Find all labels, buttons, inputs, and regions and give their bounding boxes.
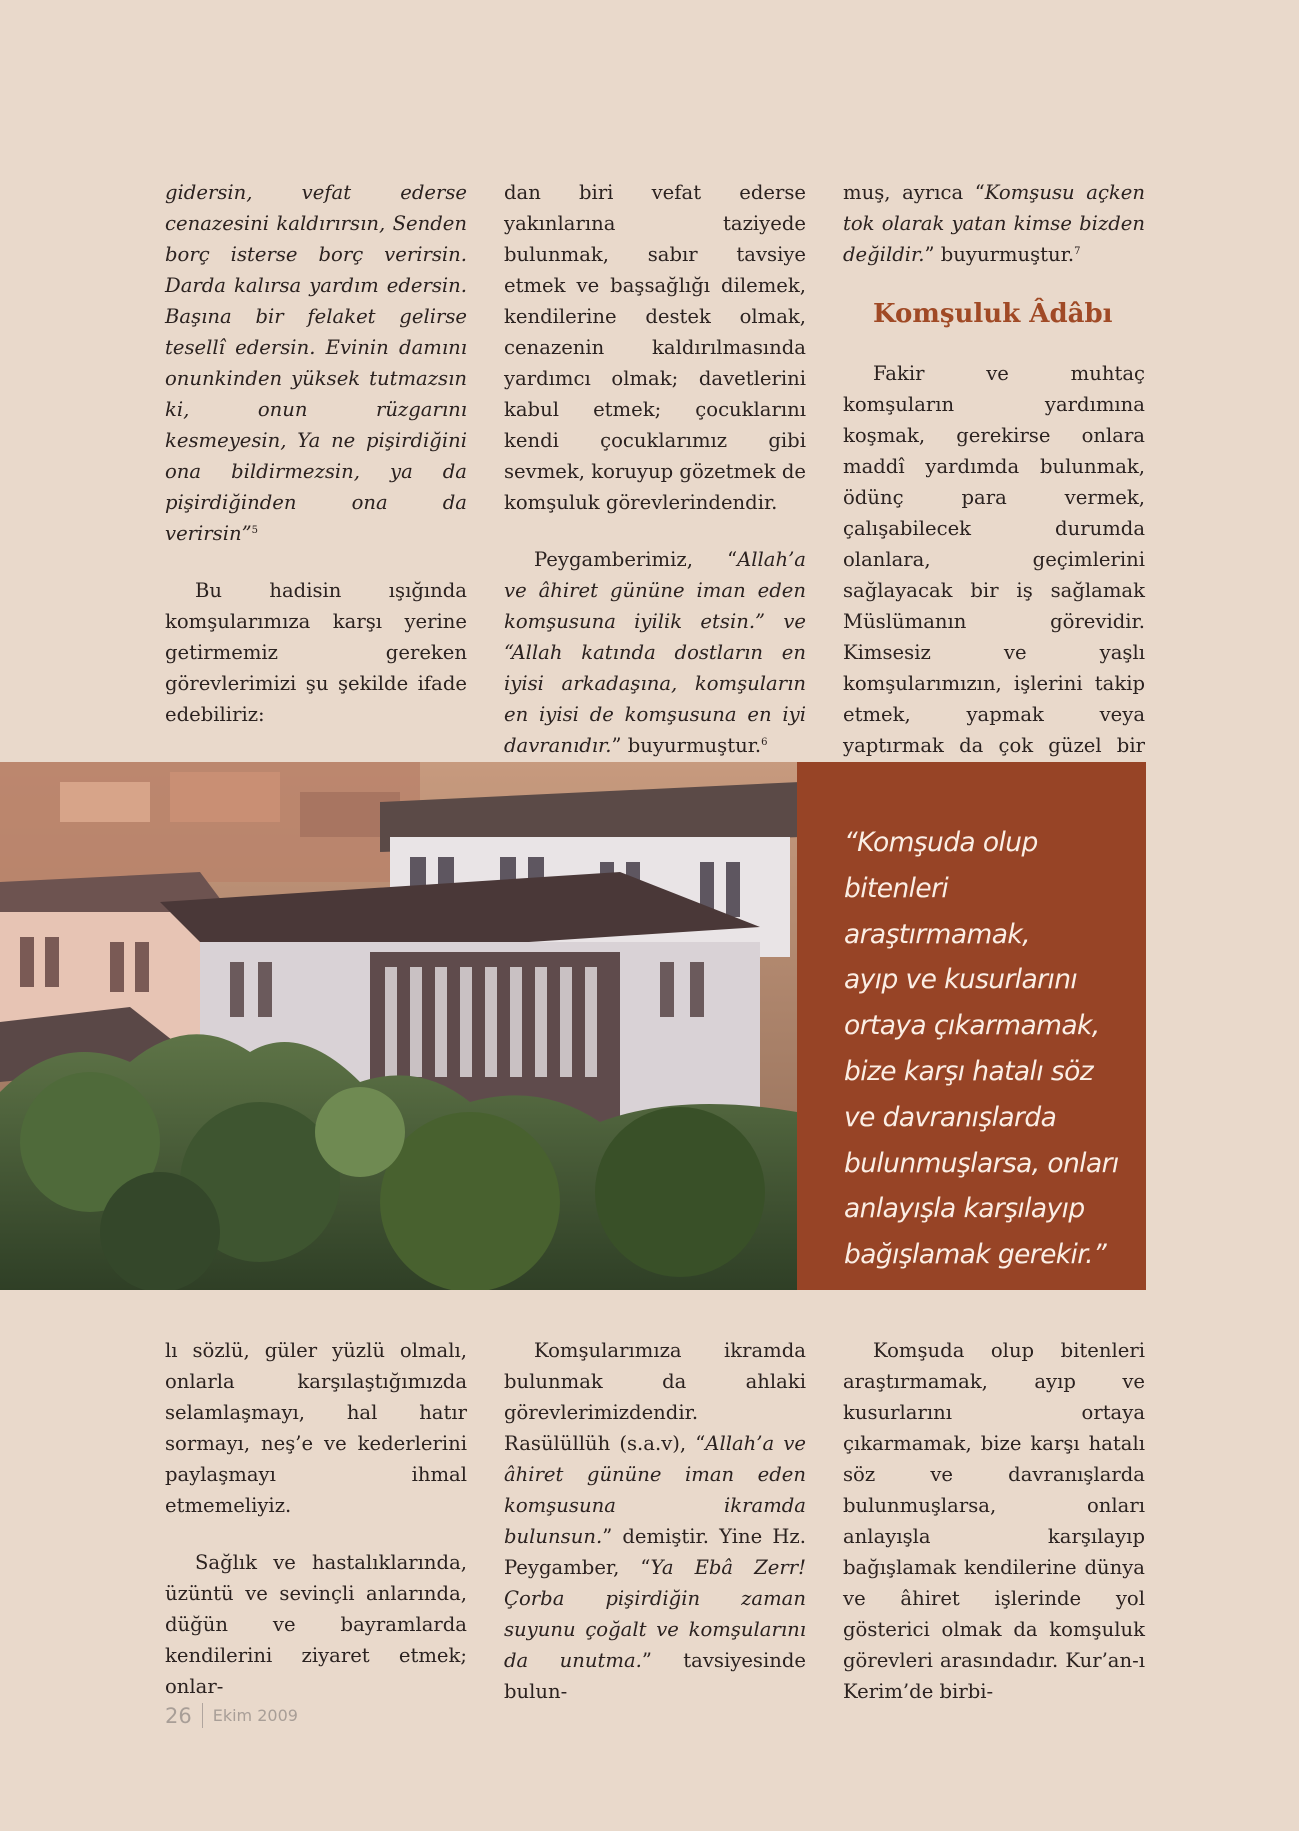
footnote-ref: 7 — [1074, 246, 1081, 257]
page-footer — [165, 1703, 298, 1728]
paragraph: muş, ayrıca “Komşusu açken tok olarak yatan kimse bizden değildir.” buyurmuştur.$^7$ — [843, 181, 1146, 266]
photo-illustration — [0, 762, 797, 1290]
bottom-column-2 — [504, 1335, 806, 1707]
paragraph — [165, 177, 467, 549]
ottoman-houses-photo — [0, 762, 797, 1290]
pull-quote-line: bağışlamak gerekir.” — [844, 1239, 1107, 1271]
pull-quote-box — [797, 762, 1146, 1290]
pull-quote-line: bize karşı hatalı söz — [844, 1055, 1094, 1087]
pull-quote-line: bulunmuşlarsa, onları — [844, 1147, 1119, 1179]
pull-quote-line: ayıp ve kusurlarını — [844, 964, 1078, 996]
bottom-column-1 — [165, 1335, 467, 1702]
top-column-2 — [504, 177, 806, 761]
paragraph: Komşularımıza ikramda bulunmak da ahlaki görevlerimizdendir. Rasülüllüh (s.a.v), “Allah’a ve âhiret gününe iman eden komşusuna ikramda bulunsun.” demiştir. Yine Hz. Peygamber, “Ya Ebâ Zerr! Çorba pişirdiğin zaman suyunu çoğalt ve komşularını da unutma.” tavsiyesinde bulun- — [504, 1339, 806, 1703]
paragraph: Bu hadisin ışığında komşularımıza karşı yerine getirmemiz gereken görevlerimizi şu şekilde ifade edebiliriz: — [165, 579, 467, 726]
bottom-column-3 — [843, 1335, 1145, 1707]
top-column-3 — [843, 177, 1145, 792]
paragraph: Peygamberimiz, “Allah’a ve âhiret gününe iman eden komşusuna iyilik etsin.” ve “Allah katında dostların en iyisi arkadaşına, komşuların en iyisi de komşusuna en iyi davranıdır.” buyurmuştur.$^6$ — [504, 548, 806, 757]
pull-quote-line: anlayışla karşılayıp — [844, 1193, 1085, 1225]
issue-date: Ekim 2009 — [212, 1706, 298, 1725]
footer-divider — [202, 1703, 203, 1728]
top-column-1 — [165, 177, 467, 787]
pull-quote-line: bitenleri araştırmamak, — [844, 872, 1030, 950]
pull-quote-line: “Komşuda olup — [844, 827, 1038, 858]
paragraph: Komşuda olup bitenleri araştırmamak, ayıp ve kusurlarını ortaya çıkarmamak, bize karşı hatalı söz ve davranışlarda bulunmuşlarsa, onları anlayışla karşılayıp bağışlamak kendilerine dünya ve âhiret işlerinde yol gösterici olmak da komşuluk görevleri arasındadır. Kur’an-ı Kerim’de birbi- — [843, 1339, 1145, 1703]
hadith-quote: Ya Ebâ Zerr! Çorba pişirdiğin zaman suyunu çoğalt ve komşularını da unutma. — [504, 1556, 806, 1672]
paragraph: dan biri vefat ederse yakınlarına taziyede bulunmak, sabır tavsiye etmek ve başsağlığı dilemek, kendilerine destek olmak, cenazenin kaldırılmasında yardımcı olmak; davetlerini kabul etmek; çocuklarını kendi çocuklarımız gibi sevmek, koruyup gözetmek de komşuluk görevlerindendir. — [504, 181, 806, 514]
paragraph: Sağlık ve hastalıklarında, üzüntü ve sevinçli anlarında, düğün ve bayramlarda kendilerini ziyaret etmek; onlar- — [165, 1551, 467, 1698]
footnote-ref: 6 — [761, 737, 768, 748]
pull-quote-line: ve davranışlarda — [844, 1101, 1057, 1133]
page-number: 26 — [165, 1703, 192, 1728]
section-heading: Komşuluk Âdâbı — [873, 299, 1113, 329]
hadith-quote: gidersin, vefat ederse cenazesini kaldırırsın, Senden borç isterse borç verirsin. Darda kalırsa yardım edersin. Başına bir felaket gelirse tesellî edersin. Evinin damını onunkinden yüksek tutmazsın ki, onun rüzgarını kesmeyesin, Ya ne pişirdiğini ona bildirmezsin, ya da pişirdiğinden ona da verirsin” — [165, 181, 467, 545]
paragraph: lı sözlü, güler yüzlü olmalı, onlarla karşılaştığımızda selamlaşmayı, hal hatır sormayı, neş’e ve kederlerini paylaşmayı ihmal etmemeliyiz. — [165, 1339, 467, 1517]
hadith-quote: Allah’a ve âhiret gününe iman eden komşusuna ikramda bulunsun. — [504, 1432, 806, 1548]
pull-quote-line: ortaya çıkarmamak, — [844, 1010, 1100, 1042]
paragraph: Fakir ve muhtaç komşuların yardımına koşmak, gerekirse onlara maddî yardımda bulunmak, ödünç para vermek, çalışabilecek durumda olanlara, geçimlerini sağlayacak bir iş sağlamak Müslümanın görevidir. Kimsesiz ve yaşlı komşularımızın, işlerini takip etmek, yapmak veya yaptırmak da çok güzel bir — [843, 362, 1145, 757]
hadith-quote: Komşusu açken tok olarak yatan kimse bizden değildir. — [843, 181, 1146, 266]
hadith-quote: Allah’a ve âhiret gününe iman eden komşusuna iyilik etsin.” ve “Allah katında dostların en iyisi arkadaşına, komşuların en iyisi de komşusuna en iyi davranıdır. — [504, 548, 806, 757]
pull-quote — [844, 820, 1134, 1278]
footnote-ref: 5 — [251, 525, 258, 536]
